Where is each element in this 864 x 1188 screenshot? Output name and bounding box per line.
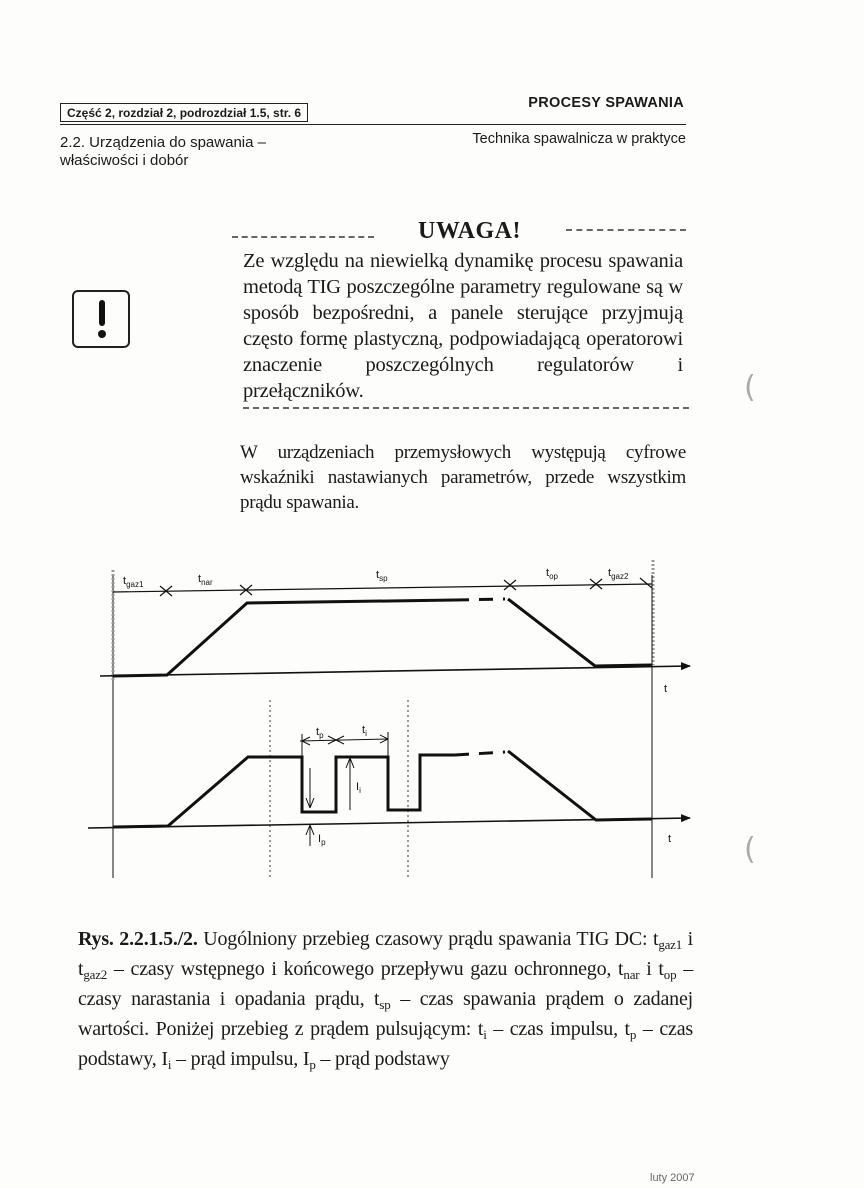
section-reference: Część 2, rozdział 2, podrozdział 1.5, str. 6 <box>60 103 308 122</box>
book-subtitle: Technika spawalnicza w praktyce <box>472 131 686 147</box>
waveform-top-fall <box>508 599 652 666</box>
label-t-gaz1: $t_{gaz1}$ <box>123 575 144 589</box>
tig-current-diagram <box>0 540 864 900</box>
label-t-op: $t_{op}$ <box>546 567 558 581</box>
label-t-gaz2: $t_{gaz2}$ <box>608 567 629 581</box>
notice-dash-left <box>232 236 374 238</box>
pulse-dimension-line <box>300 739 388 741</box>
label-I-i: $I_i$ <box>356 781 361 795</box>
label-t-p: $t_p$ <box>316 726 324 740</box>
dimension-line-top <box>113 584 652 592</box>
notice-dash-bottom <box>243 407 689 409</box>
notice-title: UWAGA! <box>418 218 521 244</box>
label-axis-t-top: t <box>664 683 668 695</box>
body-paragraph: W urządzeniach przemysłowych występują cyfrowe wskaźniki nastawianych parametrów, przede wszystkim prądu spawania. <box>240 442 686 513</box>
page-footer: luty 2007 <box>650 1172 695 1184</box>
dimension-ticks-top <box>160 578 652 596</box>
margin-mark-bottom: ( <box>744 832 756 867</box>
chapter-title-line2: właściwości i dobór <box>60 152 189 169</box>
waveform-bottom-fall <box>508 751 652 820</box>
notice-dash-right <box>566 229 686 231</box>
header-divider <box>60 124 686 125</box>
label-axis-t-bottom: t <box>668 833 672 845</box>
margin-mark-top: ( <box>744 370 756 405</box>
label-t-i: $t_i$ <box>362 724 367 738</box>
chapter-title-line1: 2.2. Urządzenia do spawania – <box>60 134 266 151</box>
label-I-p: $I_p$ <box>318 833 326 847</box>
chapter-title <box>60 134 266 170</box>
figure-caption: Rys. 2.2.1.5./2. Uogólniony przebieg czasowy prądu spawania TIG DC: $t_{gaz1}$ i $t_{gaz2}$ – czasy wstępnego i końcowego przepływu gazu ochronnego, $t_{nar}$ i $t_{op}$ – czasy narastania i opadania prądu, $t_{sp}$ – czas spawania prądem o zadanej wartości. Poniżej przebieg z prądem pulsującym: $t_i$ – czas impulsu, $t_p$ – czas podstawy, $I_i$ – prąd impulsu, $I_p$ – prąd podstawy <box>78 928 693 1072</box>
label-t-nar: $t_{nar}$ <box>198 573 213 587</box>
exclamation-icon <box>72 290 130 348</box>
page-title: PROCESY SPAWANIA <box>528 95 684 111</box>
waveform-bottom-dashed <box>455 752 505 755</box>
waveform-top-line <box>113 600 455 676</box>
waveform-top-dashed <box>455 599 505 600</box>
figure-label: Rys. 2.2.1.5./2. <box>78 928 198 950</box>
waveform-bottom-line <box>113 755 455 827</box>
label-t-sp: $t_{sp}$ <box>376 569 388 583</box>
time-axis-top <box>100 666 690 676</box>
notice-text: Ze względu na niewielką dynamikę procesu spawania metodą TIG poszczególne parametry regulowane są w sposób bezpośredni, a panele sterujące przyjmują często formę plastyczną, podpowiadającą operatorowi znaczenie poszczególnych regulatorów i przełączników. <box>243 250 683 402</box>
